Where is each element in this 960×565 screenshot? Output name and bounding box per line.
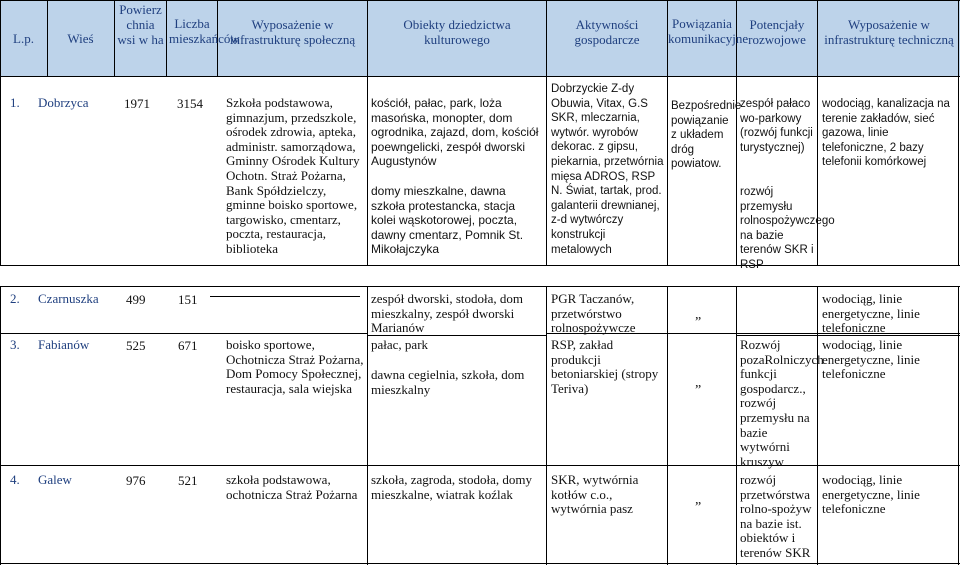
row-3-village: Fabianów bbox=[38, 337, 90, 352]
table-border bbox=[0, 0, 960, 1]
row-4-transport-ditto: ” bbox=[695, 500, 702, 515]
row-2-village: Czarnuszka bbox=[38, 291, 99, 306]
row-2-technical: wodociąg, linie energetyczne, linie telefoniczne bbox=[822, 291, 920, 336]
row-4-village: Galew bbox=[38, 472, 72, 487]
row-4-social: szkoła podstawowa, ochotnicza Straż Pożarna bbox=[226, 472, 358, 502]
row-3-area: 525 bbox=[126, 338, 146, 353]
row-1-social: Szkoła podstawowa, gimnazjum, przedszkole, ośrodek zdrowia, apteka, administr. samorządowa, Gminny Ośrodek Kultury Ochotn. Straż Pożarna, Bank Spółdzielczy, gminne boisko sportowe, targowisko, cmentarz, poczta, restauracja, biblioteka bbox=[226, 95, 360, 256]
row-3-potential: Rozwój pozaRolniczych funkcji gospodarcz., rozwój przemysłu na bazie wytwórni kruszyw bbox=[740, 337, 824, 469]
row-4-potential: rozwój przetwórstwa rolno-spożyw na bazie ist. obiektów i terenów SKR bbox=[740, 472, 812, 560]
header-technical-infrastructure: Wyposażenie w infrastrukturę techniczną bbox=[824, 17, 954, 47]
header-wies: Wieś bbox=[67, 31, 94, 46]
row-1-lp: 1. bbox=[10, 95, 20, 110]
header-heritage: Obiekty dziedzictwa kulturowego bbox=[403, 17, 511, 47]
header-rule bbox=[0, 76, 960, 77]
header-area: Powierz chnia wsi w ha bbox=[117, 2, 164, 47]
header-lp: L.p. bbox=[13, 31, 34, 46]
header-transport-links: Powiązania komunikacyjne bbox=[668, 16, 749, 46]
row-4-economy: SKR, wytwórnia kotłów c.o., wytwórnia pasz bbox=[551, 472, 639, 517]
row-2-transport-ditto: ” bbox=[695, 315, 702, 330]
row-3-heritage-more: dawna cegielnia, szkoła, dom mieszkalny bbox=[371, 367, 525, 397]
row-rule bbox=[0, 265, 960, 266]
row-3-economy: RSP, zakład produkcji betoniarskiej (stropy Teriva) bbox=[551, 337, 659, 396]
row-1-village: Dobrzyca bbox=[38, 95, 89, 110]
header-development-potential: Potencjały rozwojowe bbox=[748, 17, 806, 47]
empty-cell-rule bbox=[210, 296, 360, 297]
row-1-economy: Dobrzyckie Z-dy Obuwia, Vitax, G.S SKR, mleczarnia, wytwór. wyrobów dekorac. z gipsu, piekarnia, przetwórnia mięsa ADROS, RSP N. Świat, tartak, prod. galanterii drewnianej, z-d wytwórczy konstrukcji metalowych bbox=[551, 83, 664, 256]
table-border bbox=[0, 563, 960, 564]
header-economic-activity: Aktywności gospodarcze bbox=[574, 17, 640, 47]
row-3-social: boisko sportowe, Ochotnicza Straż Pożarna, Dom Pomocy Społecznej, restauracja, sala wiejska bbox=[226, 337, 364, 396]
row-1-potential: zespół pałaco wo-parkowy (rozwój funkcji turystycznej) bbox=[740, 98, 813, 154]
row-4-population: 521 bbox=[178, 473, 198, 488]
row-3-transport-ditto: ” bbox=[695, 383, 702, 398]
row-2-lp: 2. bbox=[10, 291, 20, 306]
row-2-population: 151 bbox=[178, 292, 198, 307]
header-population: Liczba mieszkańców bbox=[169, 16, 240, 46]
row-1-heritage-more: domy mieszkalne, dawna szkoła protestancka, stacja kolei wąskotorowej, poczta, dawny cmentarz, Pomnik St. Mikołajczyka bbox=[371, 184, 524, 257]
row-2-economy: PGR Taczanów, przetwórstwo rolnospożywcze bbox=[551, 291, 636, 336]
row-rule bbox=[0, 286, 960, 287]
row-1-technical: wodociąg, kanalizacja na terenie zakładów, sieć gazowa, linie telefoniczne, 2 bazy telefonii komórkowej bbox=[822, 98, 950, 169]
row-3-lp: 3. bbox=[10, 337, 20, 352]
row-4-heritage: szkoła, zagroda, stodoła, domy mieszkalne, wiatrak koźlak bbox=[371, 472, 533, 502]
column-divider bbox=[166, 0, 167, 76]
column-divider bbox=[114, 0, 115, 76]
row-gap bbox=[0, 265, 960, 286]
row-rule bbox=[0, 333, 367, 334]
row-1-heritage: kościół, pałac, park, loża masońska, monopter, dom ogrodnika, zajazd, dom, kościół poewngelicki, zespół dworski Augustynów bbox=[371, 96, 539, 169]
row-3-heritage: pałac, park bbox=[371, 337, 429, 352]
row-3-technical: wodociąg, linie energetyczne, linie telefoniczne bbox=[822, 337, 920, 382]
row-rule bbox=[0, 465, 960, 466]
row-4-technical: wodociąg, linie energetyczne, linie telefoniczne bbox=[822, 472, 920, 517]
row-1-population: 3154 bbox=[177, 96, 203, 111]
row-4-area: 976 bbox=[126, 473, 146, 488]
row-2-heritage: zespół dworski, stodoła, dom mieszkalny, zespół dworski Marianów bbox=[371, 291, 524, 336]
row-1-area: 1971 bbox=[124, 96, 150, 111]
row-4-lp: 4. bbox=[10, 472, 20, 487]
row-1-transport: Bezpośrednie powiązanie z układem dróg powiatow. bbox=[671, 100, 742, 171]
row-2-area: 499 bbox=[126, 292, 146, 307]
row-1-potential-more: rozwój przemysłu rolnospożywczego na bazie terenów SKR i RSP bbox=[740, 186, 835, 271]
header-social-infrastructure: Wyposażenie w infrastrukturę społeczną bbox=[229, 17, 356, 47]
row-3-population: 671 bbox=[178, 338, 198, 353]
